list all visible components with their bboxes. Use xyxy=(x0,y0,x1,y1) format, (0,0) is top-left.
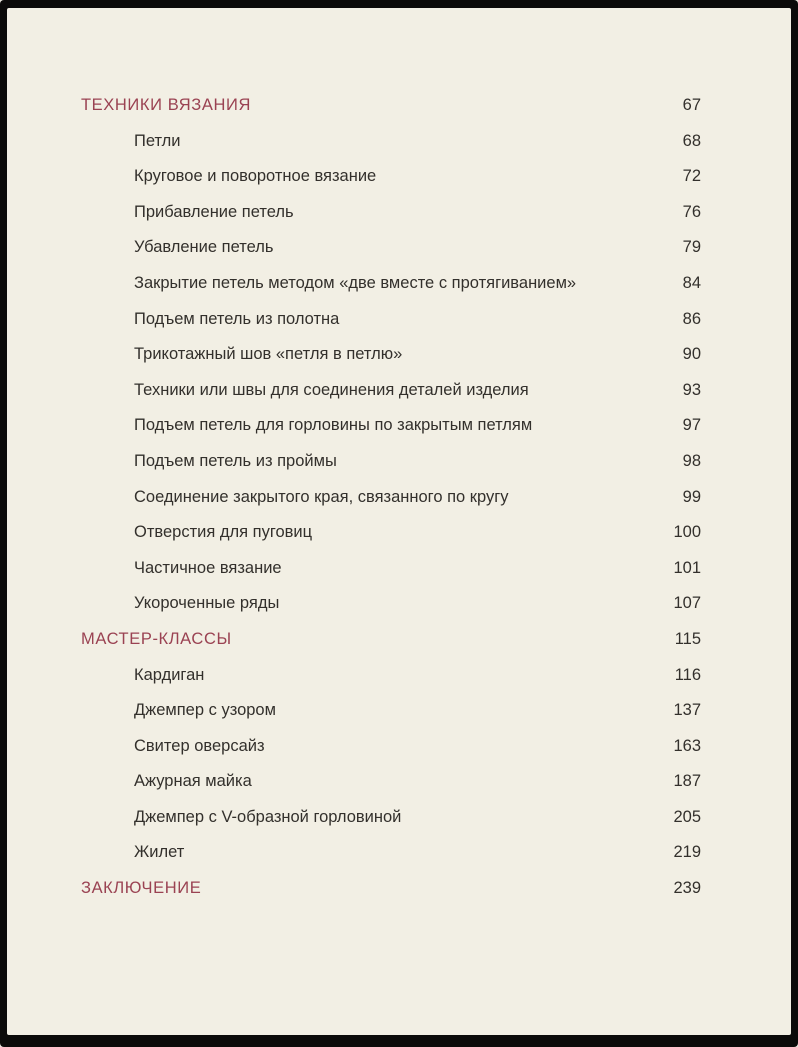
item-page-number: 98 xyxy=(682,451,701,470)
toc-item-row xyxy=(81,594,701,630)
item-page-number: 93 xyxy=(682,380,701,399)
toc-section-row xyxy=(81,879,701,915)
section-title: ТЕХНИКИ ВЯЗАНИЯ xyxy=(81,96,251,114)
toc-item-row xyxy=(81,167,701,203)
item-title: Жилет xyxy=(134,843,185,862)
toc-section-row xyxy=(81,96,701,132)
item-title: Джемпер с V-образной горловиной xyxy=(134,807,402,826)
item-page-number: 97 xyxy=(682,416,701,435)
toc-item-row xyxy=(81,274,701,310)
item-title: Петли xyxy=(134,131,181,150)
item-title: Частичное вязание xyxy=(134,558,282,577)
item-title: Соединение закрытого края, связанного по кругу xyxy=(134,487,509,506)
page-surface xyxy=(7,8,791,1035)
toc-item-row xyxy=(81,772,701,808)
item-title: Прибавление петель xyxy=(134,202,294,221)
item-page-number: 79 xyxy=(682,238,701,257)
table-of-contents xyxy=(81,96,701,915)
section-title: МАСТЕР-КЛАССЫ xyxy=(81,629,232,648)
item-page-number: 72 xyxy=(682,167,701,186)
item-page-number: 76 xyxy=(682,202,701,221)
toc-item-row xyxy=(81,559,701,595)
section-page-number: 239 xyxy=(673,879,701,898)
item-title: Закрытие петель методом «две вместе с протягиванием» xyxy=(134,273,577,292)
section-page-number: 67 xyxy=(682,96,701,114)
item-page-number: 187 xyxy=(673,772,701,791)
toc-item-row xyxy=(81,452,701,488)
toc-item-row xyxy=(81,488,701,524)
item-title: Убавление петель xyxy=(134,238,274,257)
item-title: Джемпер с узором xyxy=(134,701,276,720)
item-page-number: 99 xyxy=(682,487,701,506)
item-title: Трикотажный шов «петля в петлю» xyxy=(134,345,403,364)
item-page-number: 137 xyxy=(673,701,701,720)
item-page-number: 100 xyxy=(673,523,701,542)
toc-item-row xyxy=(81,310,701,346)
item-title: Круговое и поворотное вязание xyxy=(134,167,377,186)
item-title: Подъем петель из проймы xyxy=(134,451,337,470)
toc-section-row xyxy=(81,630,701,666)
toc-item-row xyxy=(81,203,701,239)
toc-item-row xyxy=(81,808,701,844)
item-page-number: 116 xyxy=(674,665,701,684)
item-title: Укороченные ряды xyxy=(134,594,280,613)
toc-item-row xyxy=(81,666,701,702)
item-title: Кардиган xyxy=(134,665,205,684)
item-page-number: 84 xyxy=(682,273,701,292)
toc-item-row xyxy=(81,416,701,452)
item-title: Отверстия для пуговиц xyxy=(134,523,313,542)
toc-item-row xyxy=(81,238,701,274)
item-page-number: 90 xyxy=(682,345,701,364)
item-page-number: 163 xyxy=(673,736,701,755)
item-page-number: 205 xyxy=(673,807,701,826)
item-title: Техники или швы для соединения деталей изделия xyxy=(134,380,529,399)
section-page-number: 115 xyxy=(674,629,701,648)
item-page-number: 68 xyxy=(682,131,701,150)
toc-item-row xyxy=(81,345,701,381)
toc-item-row xyxy=(81,523,701,559)
toc-item-row xyxy=(81,701,701,737)
item-title: Подъем петель для горловины по закрытым петлям xyxy=(134,416,533,435)
item-page-number: 86 xyxy=(682,309,701,328)
item-title: Свитер оверсайз xyxy=(134,736,265,755)
toc-item-row xyxy=(81,381,701,417)
item-page-number: 107 xyxy=(673,594,701,613)
item-page-number: 101 xyxy=(673,558,701,577)
section-title: ЗАКЛЮЧЕНИЕ xyxy=(81,879,202,898)
toc-item-row xyxy=(81,843,701,879)
toc-item-row xyxy=(81,132,701,168)
item-title: Ажурная майка xyxy=(134,772,252,791)
toc-item-row xyxy=(81,737,701,773)
item-page-number: 219 xyxy=(673,843,701,862)
item-title: Подъем петель из полотна xyxy=(134,309,340,328)
